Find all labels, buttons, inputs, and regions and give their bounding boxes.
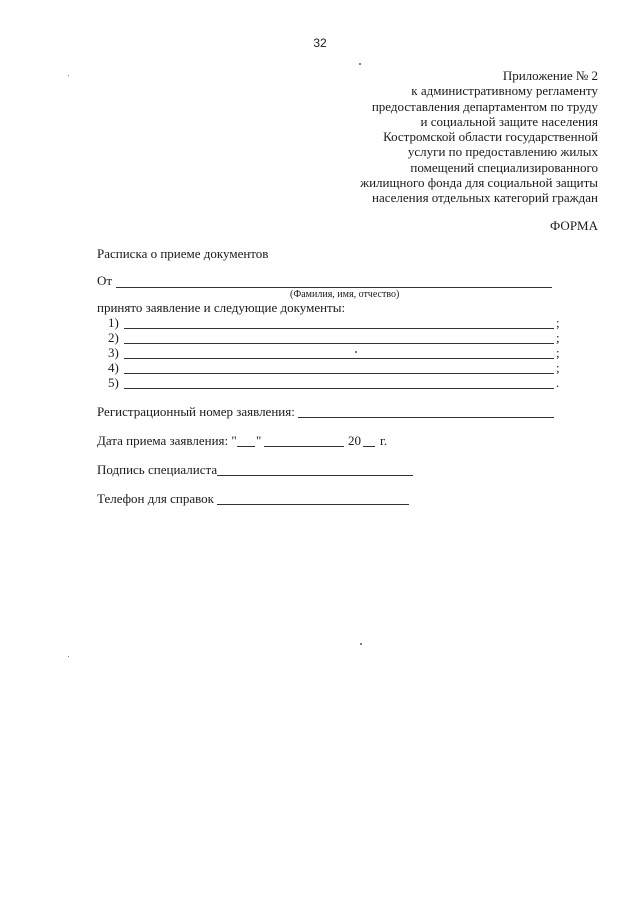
document-number: 4)	[108, 360, 119, 375]
signature-label: Подпись специалиста	[97, 462, 218, 477]
appendix-line: услуги по предоставлению жилых	[407, 144, 598, 160]
appendix-line: предоставления департаментом по труду	[371, 98, 598, 114]
document-end: ;	[556, 360, 560, 375]
document-number: 2)	[108, 330, 119, 345]
page-number: 32	[313, 36, 327, 50]
scan-speck	[359, 63, 361, 65]
signature-field[interactable]	[217, 475, 413, 476]
document-number: 1)	[108, 315, 119, 330]
date-quote: "	[256, 433, 262, 448]
appendix-line: жилищного фонда для социальной защиты	[360, 175, 598, 191]
appendix-line: Костромской области государственной	[383, 129, 598, 145]
document-end: .	[556, 375, 560, 390]
document-field[interactable]	[124, 343, 554, 344]
appendix-block	[360, 68, 598, 206]
document-field[interactable]	[124, 373, 554, 374]
document-end: ;	[556, 345, 560, 360]
document-field[interactable]	[124, 328, 554, 329]
date-year-field[interactable]	[363, 446, 375, 447]
receipt-title: Расписка о приеме документов	[97, 246, 269, 261]
registration-label: Регистрационный номер заявления:	[97, 404, 295, 419]
date-month-field[interactable]	[264, 446, 344, 447]
appendix-line: помещений специализированного	[410, 159, 598, 175]
form-label: ФОРМА	[550, 218, 598, 233]
document-end: ;	[556, 315, 560, 330]
scan-speck	[360, 643, 362, 645]
appendix-line: к административному регламенту	[411, 83, 598, 99]
appendix-line: населения отдельных категорий граждан	[371, 190, 598, 206]
scan-speck	[68, 75, 69, 76]
scan-speck	[355, 351, 357, 353]
appendix-line: и социальной защите населения	[420, 113, 598, 129]
document-number: 5)	[108, 375, 119, 390]
accepted-text: принято заявление и следующие документы:	[97, 300, 346, 315]
date-year-prefix: 20	[348, 433, 361, 448]
document-field[interactable]	[124, 358, 554, 359]
phone-label: Телефон для справок	[97, 491, 214, 506]
date-label: Дата приема заявления: "	[97, 433, 237, 448]
phone-field[interactable]	[217, 504, 409, 505]
document-end: ;	[556, 330, 560, 345]
document-number: 3)	[108, 345, 119, 360]
from-label: От	[97, 273, 113, 288]
from-name-field[interactable]	[116, 287, 552, 288]
from-caption: (Фамилия, имя, отчество)	[290, 289, 400, 300]
scan-speck	[68, 656, 69, 657]
appendix-line: Приложение № 2	[502, 68, 598, 83]
document-field[interactable]	[124, 388, 554, 389]
registration-field[interactable]	[298, 417, 554, 418]
date-day-field[interactable]	[237, 446, 255, 447]
date-year-suffix: г.	[380, 433, 388, 448]
